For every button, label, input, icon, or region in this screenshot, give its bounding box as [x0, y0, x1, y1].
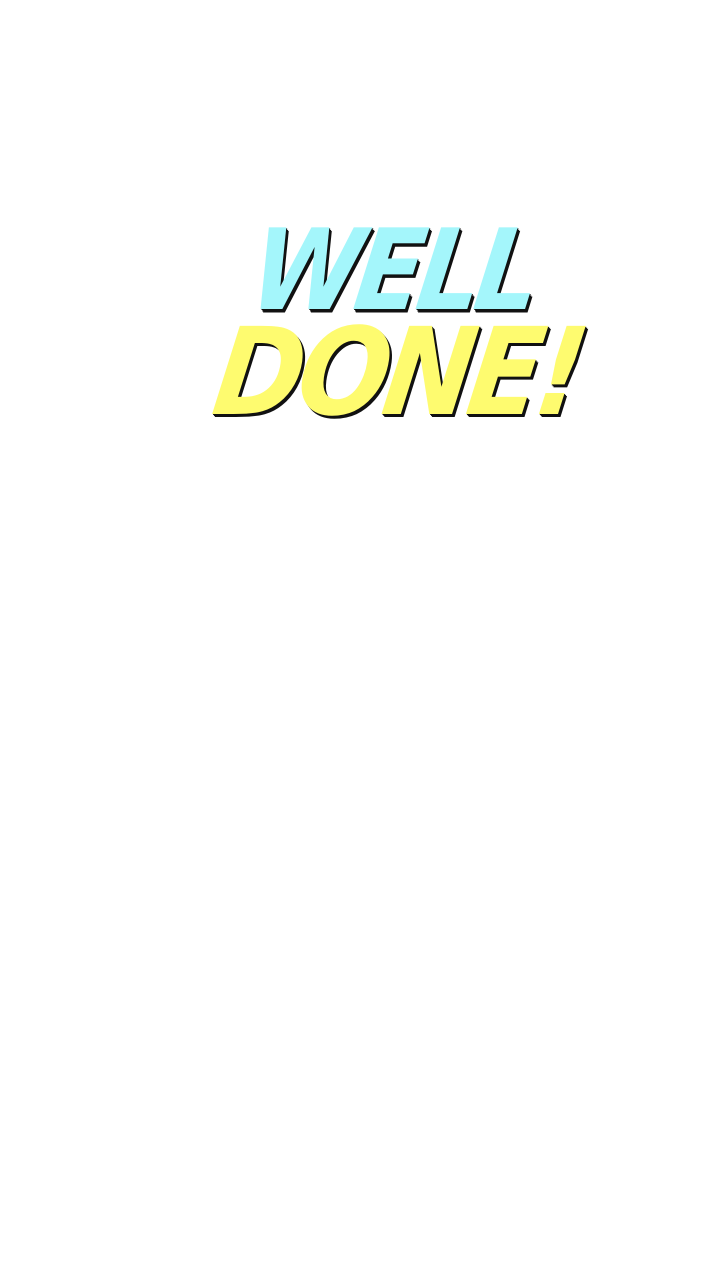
well-done-banner [205, 204, 591, 450]
done-text: DONE! [205, 302, 591, 443]
well-text: WELL [243, 204, 544, 336]
